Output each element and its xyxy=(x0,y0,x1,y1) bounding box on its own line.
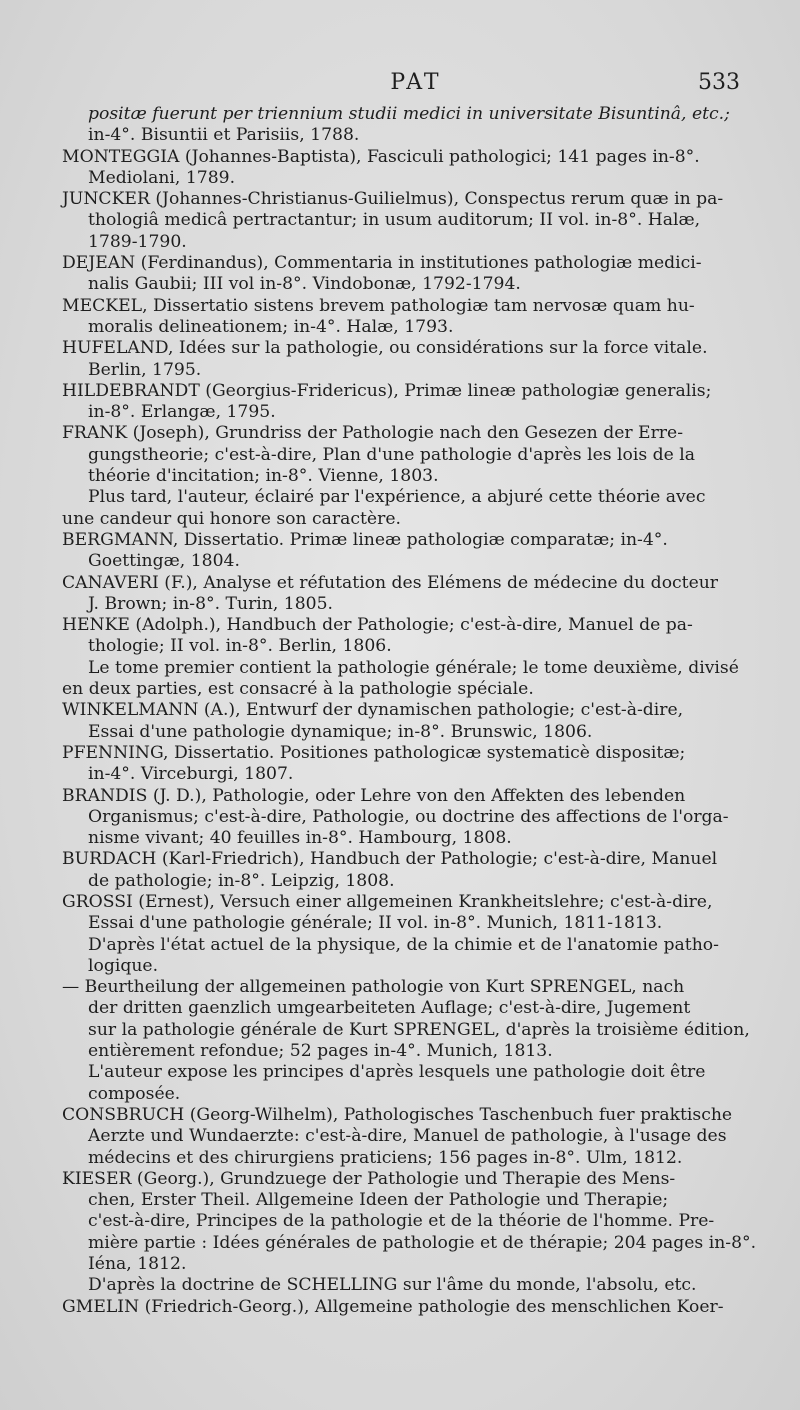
line-15: in-8°. Erlangæ, 1795. xyxy=(88,402,276,423)
note-henke: Le tome premier contient la pathologie générale; le tome deuxième, divisé xyxy=(88,657,739,678)
line-43: der dritten gaenzlich umgearbeiteten Auflage; c'est-à-dire, Jugement xyxy=(88,998,691,1019)
running-head: PAT xyxy=(390,70,442,95)
line-53: c'est-à-dire, Principes de la pathologie et de la théorie de l'homme. Pre- xyxy=(88,1211,715,1232)
line-22: Goettingæ, 1804. xyxy=(88,551,240,572)
entry-hildebrandt: HILDEBRANDT (Georgius-Fridericus), Primæ lineæ pathologiæ generalis; xyxy=(62,380,712,401)
line-6: thologiâ medicâ pertractantur; in usum auditorum; II vol. in-8°. Halæ, xyxy=(88,210,701,231)
line-37: de pathologie; in-8°. Leipzig, 1808. xyxy=(88,870,395,891)
entry-brandis: BRANDIS (J. D.), Pathologie, oder Lehre von den Affekten des lebenden xyxy=(62,785,686,806)
line-54: mière partie : Idées générales de pathologie et de thérapie; 204 pages in-8°. xyxy=(88,1232,757,1253)
note-beurtheilung: L'auteur expose les principes d'après lesquels une pathologie doit être xyxy=(88,1062,706,1083)
line-39: Essai d'une pathologie générale; II vol. in-8°. Munich, 1811-1813. xyxy=(88,913,663,934)
entry-monteggia: MONTEGGIA (Johannes-Baptista), Fasciculi pathologici; 141 pages in-8°. xyxy=(62,146,700,167)
entry-meckel: MECKEL, Dissertatio sistens brevem pathologiæ tam nervosæ quam hu- xyxy=(62,295,695,316)
line-35: nisme vivant; 40 feuilles in-8°. Hambourg, 1808. xyxy=(88,828,512,849)
line-41: logique. xyxy=(88,955,159,976)
entry-bergmann: BERGMANN, Dissertatio. Primæ lineæ pathologiæ comparatæ; in-4°. xyxy=(62,529,668,550)
entry-consbruch: CONSBRUCH (Georg-Wilhelm), Pathologisches Taschenbuch fuer praktische xyxy=(62,1104,733,1125)
entry-henke: HENKE (Adolph.), Handbuch der Pathologie; c'est-à-dire, Manuel de pa- xyxy=(62,615,693,636)
note-kieser: D'après la doctrine de SCHELLING sur l'âme du monde, l'absolu, etc. xyxy=(88,1275,697,1296)
line-1: positæ fuerunt per triennium studii medici in universitate Bisuntinâ, etc.; xyxy=(88,104,730,124)
line-45: entièrement refondue; 52 pages in-4°. Munich, 1813. xyxy=(88,1041,553,1062)
entry-dejean: DEJEAN (Ferdinandus), Commentaria in institutiones pathologiæ medici- xyxy=(62,253,702,274)
line-47: composée. xyxy=(88,1083,181,1104)
line-50: médecins et des chirurgiens praticiens; 156 pages in-8°. Ulm, 1812. xyxy=(88,1147,683,1168)
line-11: moralis delineationem; in-4°. Halæ, 1793. xyxy=(88,316,454,337)
entry-beurtheilung: — Beurtheilung der allgemeinen pathologie von Kurt SPRENGEL, nach xyxy=(62,977,685,998)
line-44: sur la pathologie générale de Kurt SPRENGEL, d'après la troisième édition, xyxy=(88,1019,750,1040)
line-24: J. Brown; in-8°. Turin, 1805. xyxy=(88,593,333,614)
line-32: in-4°. Virceburgi, 1807. xyxy=(88,764,294,785)
entry-burdach: BURDACH (Karl-Friedrich), Handbuch der Pathologie; c'est-à-dire, Manuel xyxy=(62,849,718,870)
line-9: nalis Gaubii; III vol in-8°. Vindobonæ, 1792-1794. xyxy=(88,274,521,295)
line-30: Essai d'une pathologie dynamique; in-8°. Brunswic, 1806. xyxy=(88,721,593,742)
entry-winkelmann: WINKELMANN (A.), Entwurf der dynamischen pathologie; c'est-à-dire, xyxy=(62,700,684,721)
page-header xyxy=(92,70,740,100)
note-frank: Plus tard, l'auteur, éclairé par l'expérience, a abjuré cette théorie avec xyxy=(88,487,706,508)
line-26: thologie; II vol. in-8°. Berlin, 1806. xyxy=(88,636,392,657)
entry-canaveri: CANAVERI (F.), Analyse et réfutation des Elémens de médecine du docteur xyxy=(62,572,719,593)
line-55: Iéna, 1812. xyxy=(88,1254,187,1275)
line-49: Aerzte und Wundaerzte: c'est-à-dire, Manuel de pathologie, à l'usage des xyxy=(88,1126,727,1147)
bibliography-text xyxy=(62,104,764,1318)
entry-pfenning: PFENNING, Dissertatio. Positiones pathologicæ systematicè dispositæ; xyxy=(62,742,686,763)
page-number: 533 xyxy=(698,70,740,95)
line-4: Mediolani, 1789. xyxy=(88,167,236,188)
line-20: une candeur qui honore son caractère. xyxy=(62,508,401,529)
line-7: 1789-1790. xyxy=(88,231,187,252)
line-17: gungstheorie; c'est-à-dire, Plan d'une pathologie d'après les lois de la xyxy=(88,444,696,465)
note-grossi: D'après l'état actuel de la physique, de la chimie et de l'anatomie patho- xyxy=(88,934,719,955)
line-18: théorie d'incitation; in-8°. Vienne, 1803. xyxy=(88,466,439,487)
line-52: chen, Erster Theil. Allgemeine Ideen der Pathologie und Therapie; xyxy=(88,1190,669,1211)
entry-kieser: KIESER (Georg.), Grundzuege der Pathologie und Therapie des Mens- xyxy=(62,1168,676,1189)
entry-frank: FRANK (Joseph), Grundriss der Pathologie nach den Gesezen der Erre- xyxy=(62,423,684,444)
line-34: Organismus; c'est-à-dire, Pathologie, ou doctrine des affections de l'orga- xyxy=(88,806,729,827)
entry-juncker: JUNCKER (Johannes-Christianus-Guilielmus), Conspectus rerum quæ in pa- xyxy=(62,189,724,210)
entry-hufeland: HUFELAND, Idées sur la pathologie, ou considérations sur la force vitale. xyxy=(62,338,708,359)
entry-gmelin: GMELIN (Friedrich-Georg.), Allgemeine pathologie des menschlichen Koer- xyxy=(62,1296,724,1317)
line-28: en deux parties, est consacré à la pathologie spéciale. xyxy=(62,679,534,700)
entry-grossi: GROSSI (Ernest), Versuch einer allgemeinen Krankheitslehre; c'est-à-dire, xyxy=(62,891,713,912)
line-13: Berlin, 1795. xyxy=(88,359,202,380)
line-2: in-4°. Bisuntii et Parisiis, 1788. xyxy=(88,125,360,146)
